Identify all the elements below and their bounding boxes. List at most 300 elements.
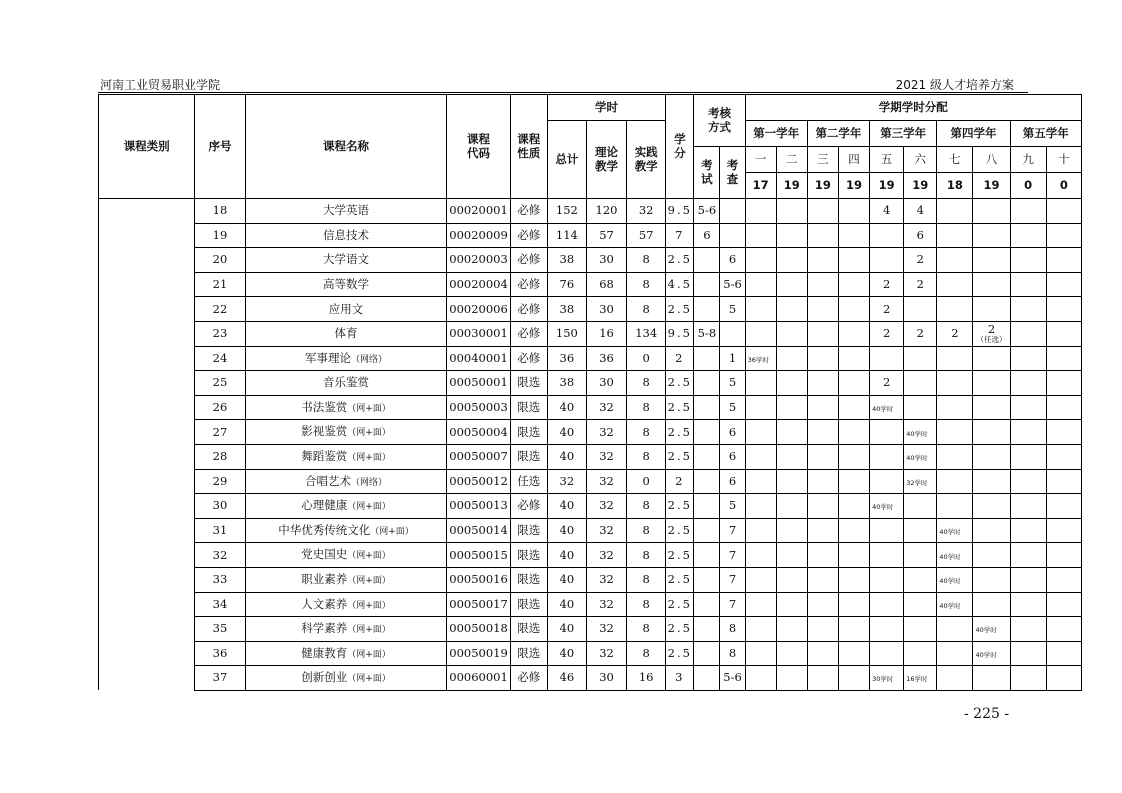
exam-cell	[694, 617, 720, 642]
term-cell	[870, 248, 904, 273]
nature-cell: 限选	[510, 617, 547, 642]
term-cell	[1010, 592, 1046, 617]
code-cell: 00050017	[447, 592, 510, 617]
nature-cell: 限选	[510, 567, 547, 592]
term-cell	[937, 666, 973, 691]
nature-cell: 必修	[510, 297, 547, 322]
check-cell: 8	[720, 617, 745, 642]
term-cell	[776, 223, 807, 248]
header-weeks: 19	[776, 173, 807, 199]
practice-hours-cell: 8	[627, 518, 666, 543]
term-cell	[838, 641, 869, 666]
table-row	[99, 223, 1082, 248]
course-delivery-note: （网+面）	[347, 625, 391, 636]
credit-cell: 2.5	[666, 297, 694, 322]
term-cell	[745, 469, 776, 494]
course-name-cell	[245, 617, 447, 642]
term-cell	[937, 494, 973, 519]
term-cell	[1010, 223, 1046, 248]
term-cell	[838, 494, 869, 519]
term-cell	[973, 592, 1010, 617]
exam-cell	[694, 420, 720, 445]
term-cell	[807, 272, 838, 297]
course-delivery-note: （网络）	[350, 477, 387, 488]
header-term: 七	[937, 147, 973, 173]
term-cell	[973, 641, 1010, 666]
header-term: 二	[776, 147, 807, 173]
exam-cell	[694, 469, 720, 494]
term-hours-note: 40学时	[939, 552, 961, 561]
check-cell: 5	[720, 371, 745, 396]
practice-hours-cell: 8	[627, 567, 666, 592]
header-code: 课程 代码	[447, 95, 510, 199]
term-cell	[1010, 420, 1046, 445]
term-cell	[904, 395, 937, 420]
term-cell	[776, 617, 807, 642]
term-cell: 2	[870, 297, 904, 322]
course-delivery-note: （网+面）	[347, 502, 391, 513]
term-cell	[745, 371, 776, 396]
term-cell	[870, 641, 904, 666]
header-rule	[98, 92, 1028, 93]
term-hours-note: 32学时	[906, 478, 928, 487]
practice-hours-cell: 8	[627, 444, 666, 469]
credit-cell: 2.5	[666, 494, 694, 519]
check-cell: 5	[720, 494, 745, 519]
nature-cell: 必修	[510, 272, 547, 297]
header-category: 课程类别	[99, 95, 195, 199]
practice-hours-cell: 57	[627, 223, 666, 248]
check-cell: 7	[720, 543, 745, 568]
header-weeks: 19	[838, 173, 869, 199]
term-cell	[838, 272, 869, 297]
code-cell: 00050007	[447, 444, 510, 469]
term-cell	[807, 666, 838, 691]
table-row	[99, 420, 1082, 445]
term-cell: 2	[904, 321, 937, 346]
term-cell	[1010, 617, 1046, 642]
curriculum-table	[98, 94, 1082, 691]
exam-cell	[694, 567, 720, 592]
term-cell	[937, 248, 973, 273]
header-weeks: 19	[904, 173, 937, 199]
code-cell: 00050001	[447, 371, 510, 396]
credit-cell: 9.5	[666, 199, 694, 224]
course-name-cell	[245, 199, 447, 224]
term-cell	[1010, 641, 1046, 666]
header-credit: 学 分	[666, 95, 694, 199]
term-cell	[1046, 592, 1081, 617]
seq-cell: 30	[195, 494, 245, 519]
term-cell	[745, 199, 776, 224]
term-cell	[1010, 371, 1046, 396]
course-name-cell	[245, 223, 447, 248]
course-name-cell	[245, 297, 447, 322]
term-cell	[973, 420, 1010, 445]
term-cell	[807, 248, 838, 273]
practice-hours-cell: 8	[627, 617, 666, 642]
header-weeks: 17	[745, 173, 776, 199]
page-header-right: 2021 级人才培养方案	[895, 78, 1014, 92]
term-cell	[870, 666, 904, 691]
term-cell	[937, 346, 973, 371]
theory-hours-cell: 30	[586, 371, 626, 396]
header-weeks: 19	[807, 173, 838, 199]
total-hours-cell: 38	[547, 297, 586, 322]
term-cell	[937, 567, 973, 592]
term-cell	[937, 223, 973, 248]
term-cell	[838, 567, 869, 592]
term-cell	[1046, 297, 1081, 322]
theory-hours-cell: 120	[586, 199, 626, 224]
term-cell	[807, 199, 838, 224]
seq-cell: 20	[195, 248, 245, 273]
seq-cell: 35	[195, 617, 245, 642]
term-cell	[745, 518, 776, 543]
term-cell	[937, 469, 973, 494]
total-hours-cell: 32	[547, 469, 586, 494]
course-name-cell	[245, 469, 447, 494]
term-cell	[776, 444, 807, 469]
credit-cell: 2.5	[666, 543, 694, 568]
credit-cell: 2	[666, 346, 694, 371]
term-cell	[973, 272, 1010, 297]
check-cell	[720, 223, 745, 248]
header-term: 四	[838, 147, 869, 173]
term-cell	[973, 395, 1010, 420]
practice-hours-cell: 8	[627, 371, 666, 396]
term-cell	[745, 272, 776, 297]
header-weeks: 0	[1010, 173, 1046, 199]
credit-cell: 2.5	[666, 395, 694, 420]
code-cell: 00050015	[447, 543, 510, 568]
term-cell	[745, 346, 776, 371]
page-number: - 225 -	[964, 706, 1010, 722]
theory-hours-cell: 32	[586, 641, 626, 666]
term-cell	[776, 592, 807, 617]
term-cell	[838, 420, 869, 445]
theory-hours-cell: 57	[586, 223, 626, 248]
credit-cell: 3	[666, 666, 694, 691]
practice-hours-cell: 8	[627, 543, 666, 568]
theory-hours-cell: 68	[586, 272, 626, 297]
term-cell	[838, 395, 869, 420]
term-cell	[745, 617, 776, 642]
term-cell	[807, 321, 838, 346]
practice-hours-cell: 134	[627, 321, 666, 346]
exam-cell	[694, 641, 720, 666]
term-cell	[745, 543, 776, 568]
exam-cell	[694, 543, 720, 568]
table-row	[99, 297, 1082, 322]
term-cell	[838, 199, 869, 224]
course-delivery-note: （网+面）	[370, 526, 414, 537]
term-cell	[745, 420, 776, 445]
practice-hours-cell: 8	[627, 272, 666, 297]
total-hours-cell: 38	[547, 248, 586, 273]
seq-cell: 23	[195, 321, 245, 346]
table-row	[99, 494, 1082, 519]
theory-hours-cell: 36	[586, 346, 626, 371]
practice-hours-cell: 0	[627, 346, 666, 371]
header-seq: 序号	[195, 95, 245, 199]
term-cell	[1010, 666, 1046, 691]
term-hours-note: 36学时	[747, 355, 769, 364]
header-term: 九	[1010, 147, 1046, 173]
term-cell	[973, 223, 1010, 248]
term-cell	[807, 494, 838, 519]
total-hours-cell: 40	[547, 518, 586, 543]
category-cell	[99, 199, 195, 691]
theory-hours-cell: 32	[586, 567, 626, 592]
term-cell	[776, 543, 807, 568]
practice-hours-cell: 8	[627, 395, 666, 420]
nature-cell: 限选	[510, 592, 547, 617]
header-weeks: 19	[870, 173, 904, 199]
check-cell: 6	[720, 248, 745, 273]
term-cell	[1010, 248, 1046, 273]
table-row	[99, 272, 1082, 297]
term-hours-note: 40学时	[906, 454, 928, 463]
header-year-2: 第二学年	[807, 121, 869, 147]
header-practice: 实践 教学	[627, 121, 666, 199]
term-cell	[937, 444, 973, 469]
term-cell	[838, 371, 869, 396]
exam-cell	[694, 297, 720, 322]
term-cell	[807, 444, 838, 469]
course-name-cell	[245, 666, 447, 691]
term-cell	[870, 518, 904, 543]
term-cell	[1046, 272, 1081, 297]
exam-cell	[694, 592, 720, 617]
term-cell	[807, 371, 838, 396]
term-cell	[838, 592, 869, 617]
theory-hours-cell: 32	[586, 494, 626, 519]
course-name: 书法鉴赏	[301, 399, 348, 414]
exam-cell	[694, 346, 720, 371]
code-cell: 00020004	[447, 272, 510, 297]
course-delivery-note: （网+面）	[347, 576, 391, 587]
total-hours-cell: 152	[547, 199, 586, 224]
code-cell: 00040001	[447, 346, 510, 371]
course-name-cell	[245, 346, 447, 371]
term-cell	[870, 494, 904, 519]
term-cell	[807, 346, 838, 371]
table-header	[99, 95, 1082, 199]
course-name-cell	[245, 395, 447, 420]
term-cell	[870, 420, 904, 445]
total-hours-cell: 150	[547, 321, 586, 346]
term-cell	[937, 297, 973, 322]
term-cell	[838, 346, 869, 371]
term-cell	[1046, 543, 1081, 568]
term-cell	[807, 592, 838, 617]
term-cell: 2	[870, 371, 904, 396]
term-cell	[1010, 297, 1046, 322]
table-row	[99, 469, 1082, 494]
term-cell: 2	[937, 321, 973, 346]
term-cell	[1010, 567, 1046, 592]
term-cell	[745, 592, 776, 617]
code-cell: 00030001	[447, 321, 510, 346]
header-year-1: 第一学年	[745, 121, 807, 147]
exam-cell	[694, 371, 720, 396]
total-hours-cell: 40	[547, 592, 586, 617]
course-name-cell	[245, 494, 447, 519]
theory-hours-cell: 30	[586, 666, 626, 691]
term-cell	[1010, 199, 1046, 224]
total-hours-cell: 36	[547, 346, 586, 371]
practice-hours-cell: 16	[627, 666, 666, 691]
course-name: 大学语文	[323, 252, 369, 267]
header-term: 八	[973, 147, 1010, 173]
seq-cell: 26	[195, 395, 245, 420]
total-hours-cell: 76	[547, 272, 586, 297]
term-cell	[1046, 346, 1081, 371]
course-name: 军事理论	[304, 350, 351, 365]
header-name: 课程名称	[245, 95, 447, 199]
course-name-cell	[245, 248, 447, 273]
course-delivery-note: （网+面）	[347, 674, 391, 685]
term-cell	[807, 518, 838, 543]
term-cell	[776, 321, 807, 346]
practice-hours-cell: 8	[627, 420, 666, 445]
total-hours-cell: 40	[547, 567, 586, 592]
term-hours-note: 40学时	[906, 429, 928, 438]
code-cell: 00050003	[447, 395, 510, 420]
term-cell	[745, 641, 776, 666]
header-nature: 课程 性质	[510, 95, 547, 199]
table-row	[99, 321, 1082, 346]
table-row	[99, 346, 1082, 371]
course-name: 科学素养	[301, 621, 348, 636]
practice-hours-cell: 32	[627, 199, 666, 224]
term-hours-note: 40学时	[872, 503, 894, 512]
header-exam: 考 试	[694, 147, 720, 199]
check-cell: 7	[720, 567, 745, 592]
term-cell	[870, 395, 904, 420]
header-weeks: 0	[1046, 173, 1081, 199]
term-cell	[1046, 321, 1081, 346]
term-cell	[937, 518, 973, 543]
term-cell	[776, 272, 807, 297]
code-cell: 00050018	[447, 617, 510, 642]
term-cell	[838, 518, 869, 543]
total-hours-cell: 40	[547, 494, 586, 519]
total-hours-cell: 40	[547, 543, 586, 568]
theory-hours-cell: 32	[586, 518, 626, 543]
practice-hours-cell: 8	[627, 297, 666, 322]
header-year-5: 第五学年	[1010, 121, 1081, 147]
exam-cell	[694, 666, 720, 691]
header-term: 三	[807, 147, 838, 173]
course-name-cell	[245, 592, 447, 617]
term-cell	[870, 617, 904, 642]
check-cell: 6	[720, 420, 745, 445]
term-cell	[1010, 469, 1046, 494]
term-cell	[937, 420, 973, 445]
term-cell	[937, 641, 973, 666]
course-name: 党史国史	[301, 547, 348, 562]
code-cell: 00050004	[447, 420, 510, 445]
code-cell: 00050013	[447, 494, 510, 519]
page-header-left: 河南工业贸易职业学院	[100, 78, 221, 92]
practice-hours-cell: 8	[627, 494, 666, 519]
course-name-cell	[245, 444, 447, 469]
term-cell	[776, 248, 807, 273]
header-term: 五	[870, 147, 904, 173]
term-cell	[904, 494, 937, 519]
code-cell: 00050012	[447, 469, 510, 494]
term-cell	[807, 641, 838, 666]
term-cell	[1046, 199, 1081, 224]
term-cell	[1046, 494, 1081, 519]
header-total: 总计	[547, 121, 586, 199]
course-name-cell	[245, 641, 447, 666]
term-cell	[776, 641, 807, 666]
term-hours-note: 40学时	[975, 650, 997, 659]
theory-hours-cell: 32	[586, 617, 626, 642]
term-cell	[937, 371, 973, 396]
term-cell	[904, 444, 937, 469]
theory-hours-cell: 32	[586, 420, 626, 445]
term-cell	[937, 395, 973, 420]
term-cell	[870, 223, 904, 248]
check-cell: 6	[720, 469, 745, 494]
nature-cell: 限选	[510, 371, 547, 396]
term-hours-note: 40学时	[939, 527, 961, 536]
header-check: 考 查	[720, 147, 745, 199]
seq-cell: 28	[195, 444, 245, 469]
term-cell	[870, 444, 904, 469]
course-name: 影视鉴赏	[301, 424, 348, 439]
term-cell	[776, 395, 807, 420]
table-row	[99, 395, 1082, 420]
course-delivery-note: （网+面）	[347, 403, 391, 414]
credit-cell: 2	[666, 469, 694, 494]
term-cell	[904, 346, 937, 371]
term-cell	[1010, 543, 1046, 568]
term-cell	[904, 420, 937, 445]
exam-cell	[694, 395, 720, 420]
term-value: 2	[987, 322, 996, 337]
term-cell	[904, 641, 937, 666]
table-row	[99, 666, 1082, 691]
credit-cell: 2.5	[666, 248, 694, 273]
nature-cell: 必修	[510, 666, 547, 691]
course-name: 音乐鉴赏	[323, 375, 369, 390]
term-cell: 2	[870, 321, 904, 346]
table-row	[99, 371, 1082, 396]
seq-cell: 29	[195, 469, 245, 494]
term-hours-note: 40学时	[939, 577, 961, 586]
nature-cell: 限选	[510, 518, 547, 543]
header-hours: 学时	[547, 95, 665, 121]
term-cell	[973, 371, 1010, 396]
term-cell	[776, 420, 807, 445]
term-cell	[807, 567, 838, 592]
nature-cell: 必修	[510, 346, 547, 371]
table-row	[99, 444, 1082, 469]
seq-cell: 31	[195, 518, 245, 543]
term-cell	[973, 469, 1010, 494]
theory-hours-cell: 30	[586, 248, 626, 273]
check-cell: 7	[720, 518, 745, 543]
term-cell	[745, 395, 776, 420]
term-cell	[973, 248, 1010, 273]
term-hours-note: 30学时	[872, 675, 894, 684]
term-cell	[776, 199, 807, 224]
